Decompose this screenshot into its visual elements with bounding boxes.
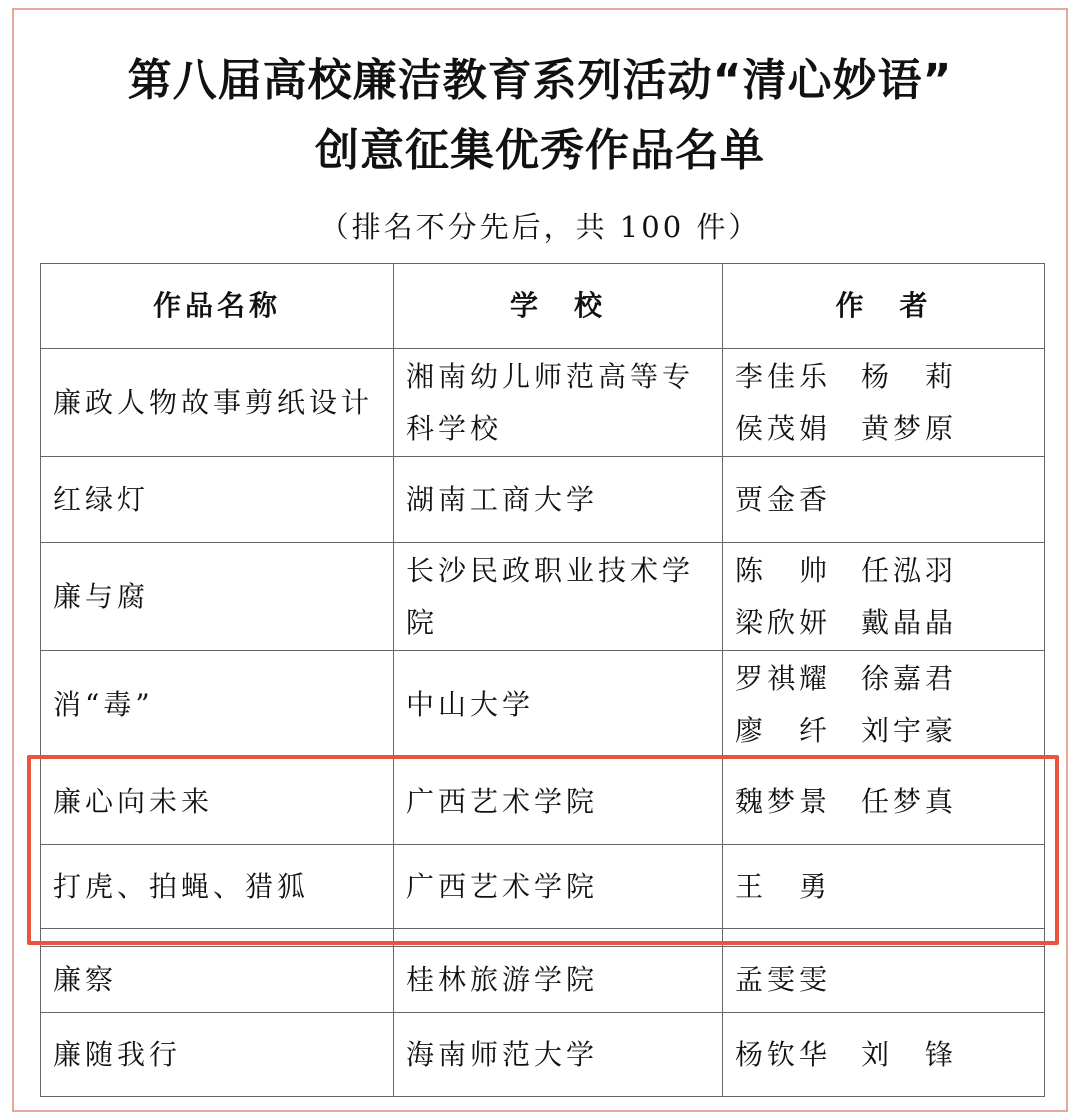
table-row bbox=[41, 543, 1045, 651]
school-cell: 中山大学 bbox=[394, 651, 723, 759]
table-row bbox=[41, 457, 1045, 543]
author-name: 刘 锋 bbox=[861, 1037, 958, 1071]
document-title-line1: 第八届高校廉洁教育系列活动“清心妙语” bbox=[127, 55, 953, 106]
author-cell bbox=[723, 845, 1045, 929]
column-header-work: 作品名称 bbox=[41, 264, 394, 349]
table-row bbox=[41, 651, 1045, 759]
author-name: 刘宇豪 bbox=[861, 713, 958, 747]
author-cell bbox=[723, 349, 1045, 457]
school-cell: 湘南幼儿师范高等专科学校 bbox=[394, 349, 723, 457]
author-name: 杨 莉 bbox=[861, 359, 958, 393]
author-name: 陈 帅 bbox=[735, 553, 832, 587]
work-title-cell: 打虎、拍蝇、猎狐 bbox=[41, 845, 394, 929]
author-name: 王 勇 bbox=[735, 869, 832, 903]
award-list-table bbox=[40, 263, 1045, 1097]
school-cell: 桂林旅游学院 bbox=[394, 947, 723, 1013]
work-title-cell: 廉心向未来 bbox=[41, 759, 394, 845]
author-name: 任泓羽 bbox=[861, 553, 958, 587]
author-name: 魏梦景 bbox=[735, 784, 832, 818]
author-name: 戴晶晶 bbox=[861, 605, 958, 639]
work-title-cell: 消“毒” bbox=[41, 651, 394, 759]
author-name: 梁欣妍 bbox=[735, 605, 832, 639]
table-row bbox=[41, 845, 1045, 929]
author-cell bbox=[723, 929, 1045, 947]
work-title-cell bbox=[41, 929, 394, 947]
work-title-cell: 廉政人物故事剪纸设计 bbox=[41, 349, 394, 457]
author-name: 贾金香 bbox=[735, 482, 832, 516]
work-title-cell: 廉与腐 bbox=[41, 543, 394, 651]
school-cell: 湖南工商大学 bbox=[394, 457, 723, 543]
author-name: 罗祺耀 bbox=[735, 661, 832, 695]
table-row bbox=[41, 947, 1045, 1013]
table-header-row bbox=[41, 264, 1045, 349]
document-title-line2: 创意征集优秀作品名单 bbox=[315, 125, 765, 176]
work-title-cell: 廉察 bbox=[41, 947, 394, 1013]
school-cell: 海南师范大学 bbox=[394, 1013, 723, 1097]
author-name: 侯茂娟 bbox=[735, 411, 832, 445]
school-cell: 长沙民政职业技术学院 bbox=[394, 543, 723, 651]
school-cell: 广西艺术学院 bbox=[394, 759, 723, 845]
school-cell bbox=[394, 929, 723, 947]
author-name: 任梦真 bbox=[861, 784, 958, 818]
work-title-cell: 红绿灯 bbox=[41, 457, 394, 543]
author-cell bbox=[723, 759, 1045, 845]
table-row bbox=[41, 759, 1045, 845]
work-title-cell: 廉随我行 bbox=[41, 1013, 394, 1097]
table-row bbox=[41, 1013, 1045, 1097]
author-name: 孟雯雯 bbox=[735, 962, 832, 996]
table-row-empty bbox=[41, 929, 1045, 947]
column-header-author: 作 者 bbox=[723, 264, 1045, 349]
author-name: 李佳乐 bbox=[735, 359, 832, 393]
author-name: 徐嘉君 bbox=[861, 661, 958, 695]
author-name: 杨钦华 bbox=[735, 1037, 832, 1071]
author-name: 黄梦原 bbox=[861, 411, 958, 445]
school-cell: 广西艺术学院 bbox=[394, 845, 723, 929]
author-cell bbox=[723, 543, 1045, 651]
document-subtitle: （排名不分先后，共 100 件） bbox=[319, 210, 761, 244]
column-header-school: 学 校 bbox=[394, 264, 723, 349]
author-name: 廖 纤 bbox=[735, 713, 832, 747]
author-cell bbox=[723, 651, 1045, 759]
author-cell bbox=[723, 457, 1045, 543]
table-row bbox=[41, 349, 1045, 457]
author-cell bbox=[723, 947, 1045, 1013]
author-cell bbox=[723, 1013, 1045, 1097]
